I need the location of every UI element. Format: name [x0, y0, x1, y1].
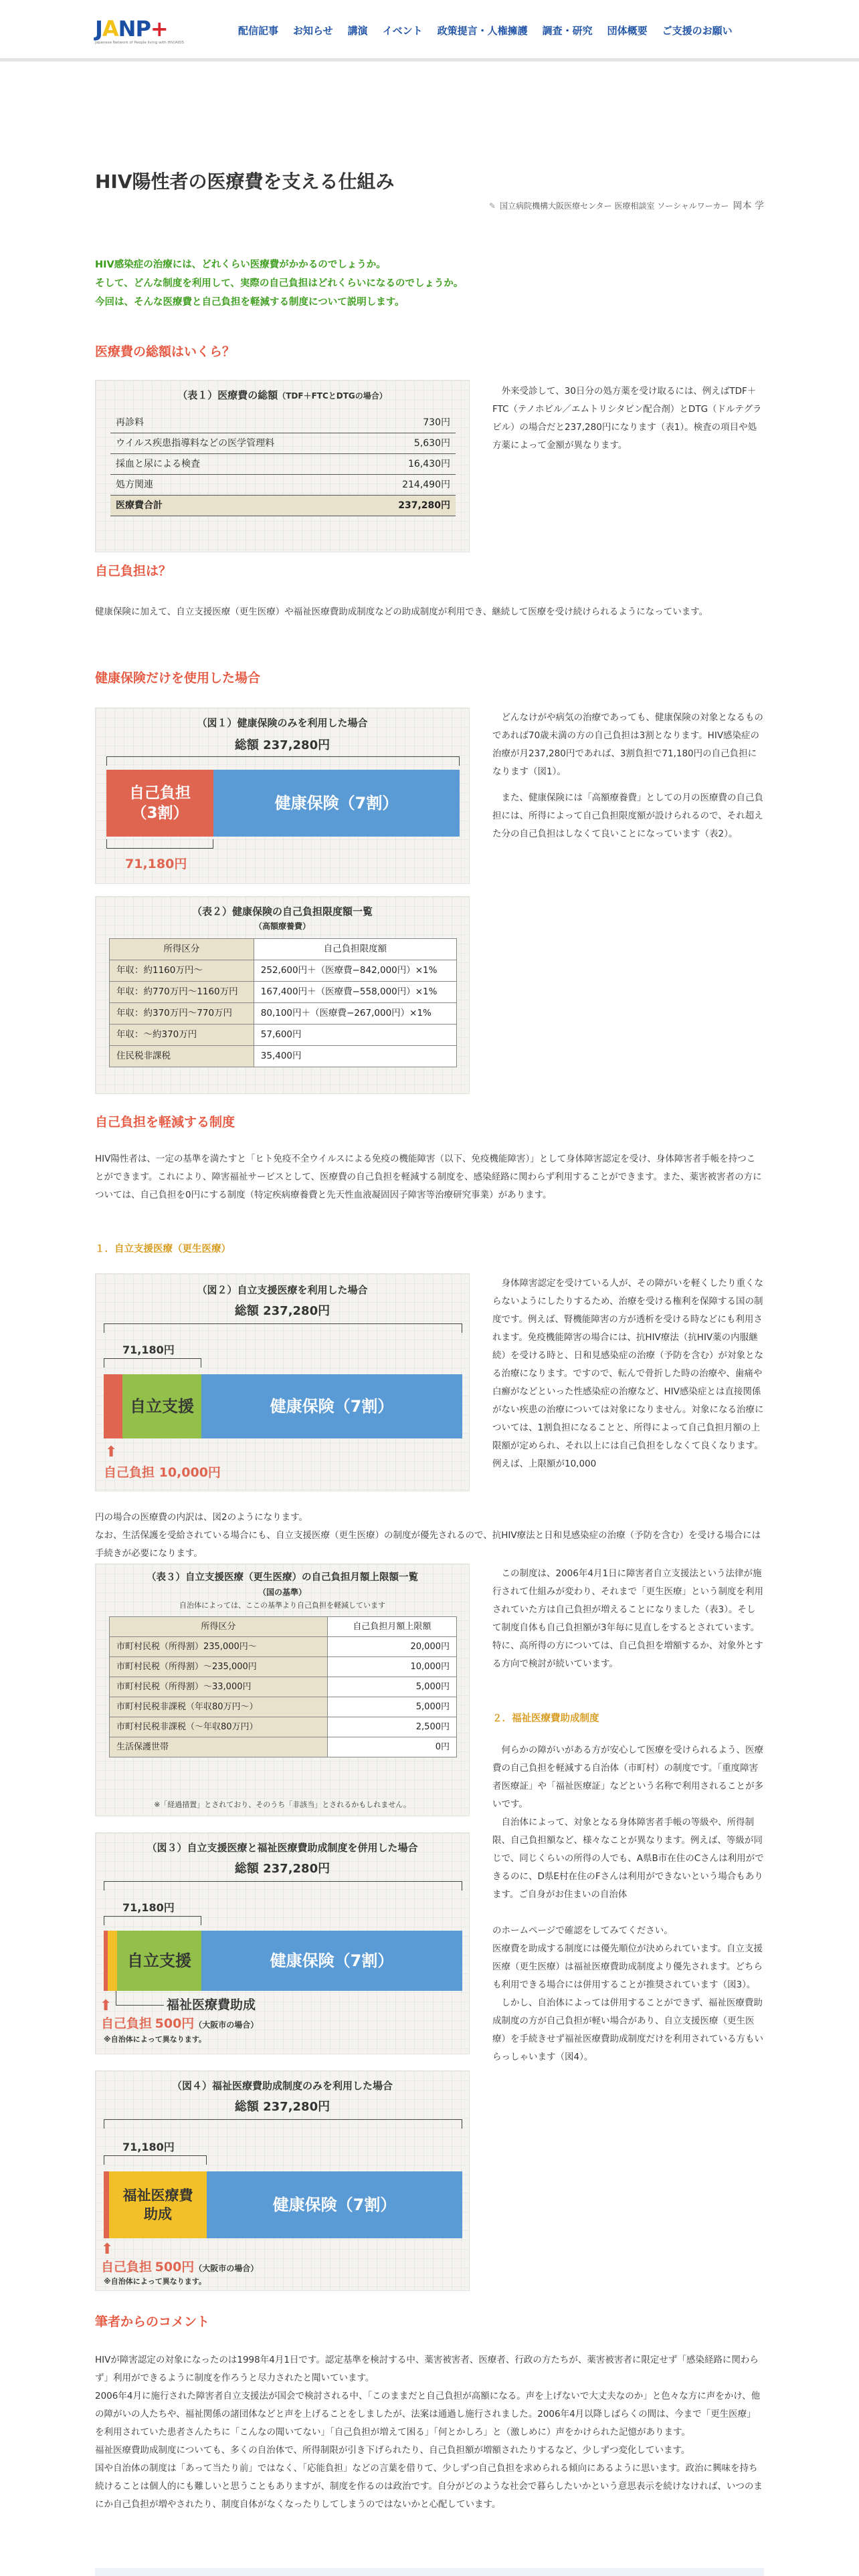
logo-plus: +	[150, 16, 168, 41]
table1-title: （表１）医療費の総額	[177, 389, 278, 401]
lead-line: HIV感染症の治療には、どれくらい医療費がかかるのでしょうか。	[95, 259, 386, 270]
figure2-total: 総額 237,280円	[234, 1304, 330, 1318]
figure3-bracket	[104, 1881, 462, 1891]
table2	[109, 938, 457, 1067]
text-jiritsu-c: なお、生活保護を受給されている場合にも、自立支援医療（更生医療）の制度が優先されるので、抗HIV療法と日和見感染症の治療（予防を含む）を受ける場合には手続きが必要になります。	[95, 1530, 761, 1559]
text-fukushi-h: 医療費を助成する制度には優先順位が決められています。自立支援医療（更生医療）は福祉医療費助成制度より優先されます。どちらも利用できる場合には併用することが推奨されています（図3）。	[492, 1943, 763, 1990]
table-row	[110, 413, 456, 433]
nav-news[interactable]: お知らせ	[293, 25, 333, 37]
section-heading-comment: 筆者からのコメント	[95, 2315, 210, 2329]
figure4-title: （図４）福祉医療費助成制度のみを利用した場合	[171, 2080, 393, 2092]
text-jiritsu-d: この制度は、2006年4月1日に障害者自立支援法という法律が施行されて仕組みが変わり、それまで「更生医療」という制度を利用されていた方は自己負担が増えることになりました（表3）。そして制度自体も自己負担額が3年毎に見直しをするとされています。特に、高所得の方については、自己負担を増額するか、対象外とする方向で検討が続いています。	[492, 1568, 763, 1669]
section-heading-insurance: 健康保険だけを使用した場合	[95, 671, 261, 685]
nav-research[interactable]: 調査・研究	[542, 25, 593, 37]
cell: 住民税非課税	[110, 1046, 254, 1067]
nav-policy[interactable]: 政策提言・人権擁護	[437, 25, 528, 37]
cell: 252,600円＋（医療費−842,000円）×1%	[254, 960, 456, 982]
cell: 2,500円	[327, 1717, 456, 1737]
cell: 5,630円	[363, 433, 456, 454]
text-jiritsu-b: 円の場合の医療費の内訳は、図2のようになります。	[95, 1512, 308, 1523]
figure4	[95, 2070, 470, 2291]
table-row	[110, 939, 457, 960]
cell: 処方関連	[110, 475, 363, 496]
section-heading-reduce: 自己負担を軽減する制度	[95, 1115, 235, 1130]
page-title: HIV陽性者の医療費を支える仕組み	[95, 171, 395, 193]
figure1-amount: 71,180円	[125, 857, 187, 871]
figure2-bracket	[104, 1323, 462, 1333]
main-nav	[238, 23, 747, 39]
cell: 採血と尿による検査	[110, 454, 363, 475]
site-logo[interactable]	[95, 16, 184, 48]
figure2-self-amount: 自己負担 10,000円	[104, 1465, 221, 1480]
cell: 再診料	[110, 413, 363, 433]
figure4-note: ※自治体によって異なります。	[104, 2277, 206, 2286]
table-row	[110, 475, 456, 496]
figure4-city: （大阪市の場合）	[194, 2264, 259, 2273]
figure3-jiritsu-bar: 自立支援	[117, 1931, 201, 1991]
table-row	[110, 982, 457, 1003]
cell: 57,600円	[254, 1025, 456, 1046]
figure3-top-amount: 71,180円	[122, 1901, 175, 1914]
cell: 0円	[327, 1737, 456, 1757]
figure2-jiritsu-bar: 自立支援	[122, 1374, 201, 1438]
text-self: 健康保険に加えて、自立支援医療（更生医療）や福祉医療費助成制度などの助成制度が利用でき、継続して医療を受け続けられるようになっています。	[95, 607, 708, 617]
figure4-total: 総額 237,280円	[234, 2100, 330, 2114]
text-insurance-2: また、健康保険には「高額療養費」としての月の医療費の自己負担には、所得によって自己負担限度額が設けられるので、それ超えた分の自己負担はしなくて良いことになっています（表2）。	[492, 792, 763, 839]
logo-a: A	[102, 16, 118, 41]
cell: 10,000円	[327, 1657, 456, 1677]
text-fukushi-g: のホームページで確認をしてみてください。	[492, 1925, 673, 1936]
cell: 市町村民税（所得割）〜235,000円	[110, 1657, 328, 1677]
table-row	[110, 1025, 457, 1046]
text-fukushi-e: 何らかの障がいがある方が安心して医療を受けられるよう、医療費の自己負担を軽減する自治体（市町村）の制度です。「重度障害者医療証」や「福祉医療証」などという名称で利用されることが多いです。	[492, 1745, 763, 1810]
cell: 16,430円	[363, 454, 456, 475]
figure4-insurance-bar: 健康保険（7割）	[207, 2171, 462, 2238]
arrow-up-icon: ⬆	[100, 1998, 112, 2014]
cell: 5,000円	[327, 1677, 456, 1697]
figure3-note: ※自治体によって異なります。	[104, 2035, 206, 2044]
figure3-total: 総額 237,280円	[234, 1862, 330, 1876]
figure4-self-bar	[104, 2171, 109, 2238]
logo-j: J	[95, 16, 102, 41]
lead-line: そして、どんな制度を利用して、実際の自己負担はどれくらいになるのでしょうか。	[95, 278, 464, 289]
table3	[109, 1616, 457, 1757]
cell: 市町村民税（所得割）〜33,000円	[110, 1677, 328, 1697]
subheading-jiritsu: １．自立支援医療（更生医療）	[95, 1244, 231, 1255]
author-org: 国立病院機構大阪医療センター 医療相談室 ソーシャルワーカー	[500, 201, 729, 211]
table-row	[110, 1717, 457, 1737]
figure1-bracket	[106, 756, 460, 766]
table3-note: 自治体によっては、ここの基準より自己負担を軽減しています	[179, 1601, 385, 1610]
cell: 237,280円	[363, 496, 456, 516]
cell: 年収：〜約370万円	[110, 1025, 254, 1046]
cell: 年収：約770万円〜1160万円	[110, 982, 254, 1003]
text-insurance-1: どんなけがや病気の治療であっても、健康保険の対象となるものであれば70歳未満の方の自己負担は3割となります。HIV感染症の治療が月237,280円であれば、3割負担で71,180円の自己負担になります（図1）。	[492, 712, 763, 777]
cell: 市町村民税非課税（〜年収80万円）	[110, 1717, 328, 1737]
table-row	[110, 433, 456, 454]
nav-events[interactable]: イベント	[382, 25, 423, 37]
figure3	[95, 1832, 470, 2054]
text-total: 外来受診して、30日分の処方薬を受け取るには、例えばTDF＋FTC（テノホビル／エムトリシタビン配合剤）とDTG（ドルテグラビル）の場合だと237,280円になります（表1）。検査の項目や処方薬によって金額が異なります。	[492, 386, 762, 451]
text-reduce: HIV陽性者は、一定の基準を満たすと「ヒト免疫不全ウイルスによる免疫の機能障害（以下、免疫機能障害）」として身体障害認定を受け、身体障害者手帳を持つことができます。これにより、障害福祉サービスとして、医療費の自己負担を軽減する制度を、感染経路に関わらず利用することができます。また、薬害被害者の方については、自己負担を0円にする制度（特定疾病療養費と先天性血液凝固因子障害等治療研究事業）があります。	[95, 1154, 762, 1200]
arrow-up-icon: ⬆	[101, 2241, 114, 2258]
table3-figure	[95, 1564, 470, 1816]
cell: 35,400円	[254, 1046, 456, 1067]
figure3-city: （大阪市の場合）	[194, 2020, 259, 2030]
table2-subtitle: （高額療養費）	[254, 922, 310, 931]
figure1-insurance-bar: 健康保険（7割）	[213, 770, 460, 837]
arrow-up-icon: ⬆	[105, 1444, 118, 1461]
figure4-top-amount: 71,180円	[122, 2141, 175, 2153]
nav-lectures[interactable]: 講演	[347, 25, 368, 37]
table-row	[110, 1003, 457, 1025]
logo-np: NP	[118, 16, 151, 41]
nav-about[interactable]: 団体概要	[607, 25, 648, 37]
lead-text	[95, 255, 764, 312]
cell: 生活保護世帯	[110, 1737, 328, 1757]
table3-title: （表３）自立支援医療（更生医療）の自己負担月額上限額一覧	[147, 1572, 418, 1583]
cell: 5,000円	[327, 1697, 456, 1717]
cell: ウイルス疾患指導料などの医学管理料	[110, 433, 363, 454]
figure1	[95, 708, 470, 884]
figure1-title: （図１）健康保険のみを利用した場合	[197, 717, 368, 729]
table-row	[110, 1657, 457, 1677]
text-fukushi-f: 自治体によって、対象となる身体障害者手帳の等級や、所得制限、自己負担額など、様々なことが異なります。例えば、等級が同じで、同じくらいの所得の人でも、A県B市在住のCさんは利用ができるのに、D県E村在住のFさんは利用ができないという場合もあります。ご自身がお住まいの自治体	[492, 1817, 764, 1900]
figure3-self-amount: 500円	[155, 2016, 195, 2031]
figure3-self-label: 自己負担	[101, 2016, 153, 2031]
table-row	[110, 454, 456, 475]
author-name: 岡本 学	[733, 201, 764, 211]
logo-subtitle: Japanese Network of People living with HIV/AIDS	[95, 41, 184, 45]
figure2	[95, 1273, 470, 1491]
author-line	[489, 199, 764, 213]
table2-title: （表２）健康保険の自己負担限度額一覧	[191, 905, 373, 918]
subheading-fukushi: ２．福祉医療費助成制度	[492, 1713, 599, 1724]
lead-line: 今回は、そんな医療費と自己負担を軽減する制度について説明します。	[95, 297, 405, 308]
cell: 市町村民税（所得割）235,000円〜	[110, 1637, 328, 1657]
text-fukushi-i: しかし、自治体によっては併用することができず、福祉医療費助成制度の方が自己負担が軽い場合があり、自立支援医療（更生医療）を手続きせず福祉医療費助成制度だけを利用されている方もいらっしゃいます（図4）。	[492, 1998, 763, 2062]
figure1-self-bar: 自己負担 （3割）	[106, 770, 213, 837]
figure4-self-label: 自己負担	[101, 2260, 153, 2274]
table-row	[110, 1637, 457, 1657]
figure1-bracket-bottom	[106, 839, 213, 849]
figure2-bracket-sub	[104, 1358, 201, 1368]
table3-footnote: ※「経過措置」とされており、そのうち「非該当」とされるかもしれません。	[154, 1800, 411, 1809]
site-header	[0, 0, 859, 62]
figure2-insurance-bar: 健康保険（7割）	[201, 1374, 462, 1438]
table2-header-2: 自己負担限度額	[254, 939, 456, 960]
related-box	[95, 2568, 764, 2576]
table-row	[110, 1697, 457, 1717]
cell: 市町村民税非課税（年収80万円〜）	[110, 1697, 328, 1717]
nav-support[interactable]: ご支援のお願い	[662, 25, 733, 37]
table3-subtitle: （国の基準）	[258, 1588, 306, 1597]
table-row	[110, 1677, 457, 1697]
table2-header-1: 所得区分	[110, 939, 254, 960]
figure3-leader-line	[116, 1991, 164, 2006]
figure2-self-bar	[104, 1374, 122, 1438]
figure4-bracket-sub	[104, 2155, 207, 2165]
table-row	[110, 1737, 457, 1757]
figure3-fukushi-label: 福祉医療費助成	[167, 1998, 256, 2012]
table3-header-1: 所得区分	[110, 1617, 328, 1637]
table-row	[110, 1617, 457, 1637]
figure2-title: （図２）自立支援医療を利用した場合	[197, 1284, 368, 1296]
table-row	[110, 960, 457, 982]
figure2-top-amount: 71,180円	[122, 1344, 175, 1356]
figure3-title: （図３）自立支援医療と福祉医療費助成制度を併用した場合	[147, 1842, 418, 1854]
figure3-insurance-bar: 健康保険（7割）	[201, 1931, 462, 1991]
figure4-bracket	[104, 2119, 462, 2129]
table1-subtitle: （TDF＋FTCとDTGの場合）	[278, 391, 387, 401]
figure1-total: 総額 237,280円	[234, 738, 330, 752]
text-jiritsu-a: 身体障害認定を受けている人が、その障がいを軽くしたり重くならないようにしたりするため、治療を受ける権利を保障する国の制度です。例えば、腎機能障害の方が透析を受ける時などにも利用されます。免疫機能障害の場合には、抗HIV療法（抗HIV薬の内服継続）を受ける時と、日和見感染症の治療（予防を含む）が対象となる治療になります。ですので、転んで骨折した時の治療や、歯痛や白癬がなどといった性感染症の治療など、HIV感染症とは直接関係がない疾患の治療については対象になりません。対象になる治療については、1割負担になることと、所得によって自己負担月額の上限額が定められ、それ以上には自己負担をしなくて良くなります。例えば、上限額が10,000	[492, 1278, 764, 1469]
cell: 730円	[363, 413, 456, 433]
nav-articles[interactable]: 配信記事	[238, 25, 279, 37]
figure4-self-amount: 500円	[155, 2260, 195, 2274]
figure3-fukushi-bar	[108, 1931, 117, 1991]
cell: 214,490円	[363, 475, 456, 496]
cell: 167,400円＋（医療費−558,000円）×1%	[254, 982, 456, 1003]
figure4-fukushi-bar: 福祉医療費 助成	[109, 2171, 207, 2238]
section-heading-self: 自己負担は？	[95, 564, 172, 578]
table1-figure	[95, 380, 470, 552]
table1	[110, 413, 456, 516]
section-heading-total: 医療費の総額はいくら？	[95, 344, 235, 359]
cell: 医療費合計	[110, 496, 363, 516]
table-row	[110, 496, 456, 516]
cell: 年収：約370万円〜770万円	[110, 1003, 254, 1025]
table3-header-2: 自己負担月額上限額	[327, 1617, 456, 1637]
cell: 80,100円＋（医療費−267,000円）×1%	[254, 1003, 456, 1025]
table-row	[110, 1046, 457, 1067]
pen-icon: ✎	[489, 201, 496, 211]
figure3-bracket-sub	[104, 1916, 201, 1925]
cell: 20,000円	[327, 1637, 456, 1657]
table2-figure	[95, 896, 470, 1094]
cell: 年収：約1160万円〜	[110, 960, 254, 982]
text-comment: HIVが障害認定の対象になったのは1998年4月1日です。認定基準を検討する中、薬害被害者、医療者、行政の方たちが、薬害被害者に限定せず「感染経路に関わらず」利用ができるように制度を作ろうと尽力されたと聞いています。 2006年4月に施行された障害者自立支援法が国会で検討される中、「このままだと自己負担が高額になる。声を上げないで大丈夫なのか」と色々な方に声をかけ、他の障がいの人たちや、福祉関係の諸団体などと声を上げることをしましたが、法案は通過し施行されました。2006年4月以降しばらくの間は、今まで「更生医療」を利用されていた患者さんたちに「こんなの聞いてない」「自己負担が増えて困る」「何とかしろ」と（激しめに）声をかけられた記憶があります。 福祉医療費助成制度についても、多くの自治体で、所得制限が引き下げられたり、自己負担額が増額されたりするなど、少しずつ変化しています。 国や自治体の制度は「あって当たり前」ではなく、「応能負担」などの言葉を借りて、少しずつ自己負担を求められる傾向にあるように思います。政治に興味を持ち続けることは個人的にも難しいと思うこともありますが、制度を作るのは政治です。自分がどのような社会で暮らしたいかという意思表示を続けなければ、いつのまにか自己負担が増やされたり、制度自体がなくなったりしてしまうのではないかと心配しています。	[95, 2355, 763, 2510]
